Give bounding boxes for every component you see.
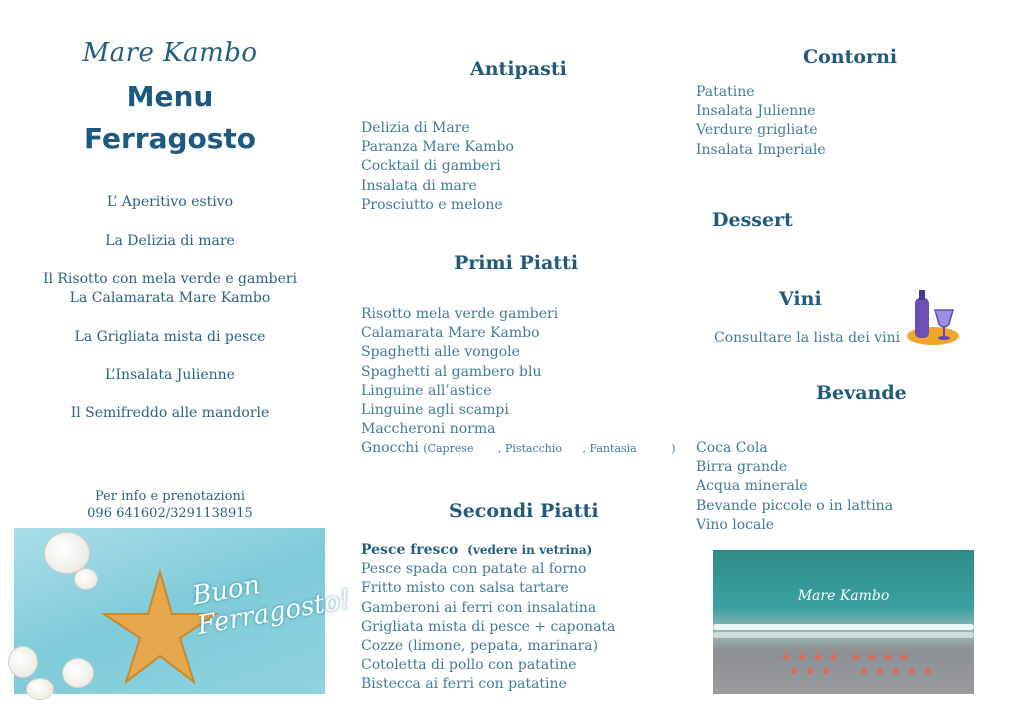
umbrella-icon [831,654,837,660]
list-item [361,439,675,458]
list-item: Fritto misto con salsa tartare [361,580,569,597]
contorni-list [696,83,826,160]
list-item: Grigliata mista di pesce + caponata [361,618,616,635]
brand-name: Mare Kambo [82,38,258,68]
course-item: L’ Aperitivo estivo [106,194,234,210]
umbrella-icon [799,654,805,660]
list-item: Spaghetti alle vongole [361,344,520,361]
umbrella-icon [807,668,813,674]
list-item: Paranza Mare Kambo [361,139,514,156]
umbrella-icon [791,668,797,674]
list-item: Pesce spada con patate al forno [361,561,587,578]
gnocchi-option: , Pistacchio [497,442,563,456]
primi-heading: Primi Piatti [454,252,579,274]
list-item: Risotto mela verde gamberi [361,306,559,322]
gnocchi-option: ) [671,442,676,456]
list-item: Vino locale [696,516,775,533]
list-item: Cotoletta di pollo con patatine [361,657,577,674]
gnocchi-option: , Fantasia [582,442,637,456]
primi-list [361,305,675,459]
vini-note: Consultare la lista dei vini [714,330,901,346]
secondi-heading: Secondi Piatti [449,500,599,522]
course-item: L’Insalata Julienne [105,367,235,383]
antipasti-list [361,119,514,215]
course-item: Il Semifreddo alle mandorle [70,405,270,421]
phone-number: 096 641602/3291138915 [87,506,253,521]
gnocchi-label: Gnocchi [361,440,419,457]
list-item: Insalata di mare [361,177,477,194]
ferragosto-greeting-image [14,528,353,694]
list-item: Maccheroni norma [361,421,496,438]
list-item: Birra grande [696,459,788,476]
list-item: Insalata Julienne [696,103,816,120]
umbrella-icon [823,668,829,674]
bevande-heading: Bevande [816,382,907,404]
course-item: La Calamarata Mare Kambo [69,290,271,306]
wine-bottle-glass-icon [905,288,961,348]
contorni-heading: Contorni [803,46,898,68]
greeting-text: Buon Ferragosto! [189,570,353,641]
pesce-fresco-note: (vedere in vetrina) [467,543,593,557]
umbrella-icon [783,654,789,660]
list-item [361,541,615,560]
umbrella-icon [853,654,859,660]
umbrella-icon [909,668,915,674]
wave [713,624,974,630]
aerial-beach-image [713,550,974,694]
list-item: Cozze (limone, pepata, marinara) [361,638,599,655]
umbrella-icon [815,654,821,660]
list-item: Linguine agli scampi [361,402,509,419]
course-item: Il Risotto con mela verde e gamberi [42,271,298,287]
list-item: Coca Cola [696,440,768,456]
seashell-icon [74,568,98,590]
antipasti-heading: Antipasti [470,58,567,80]
list-item: Calamarata Mare Kambo [361,325,540,342]
list-item: Acqua minerale [696,478,808,495]
umbrella-icon [885,654,891,660]
seashell-icon [62,658,94,688]
umbrella-icon [901,654,907,660]
list-item: Bevande piccole o in lattina [696,497,894,514]
info-label: Per info e prenotazioni [94,489,246,504]
secondi-list [361,541,615,695]
list-item: Gamberoni ai ferri con insalatina [361,599,597,616]
umbrella-icon [925,668,931,674]
bevande-list [696,439,893,535]
aerial-caption: Mare Kambo [797,588,890,604]
list-item: Cocktail di gamberi [361,158,501,175]
seashell-icon [26,678,54,700]
umbrella-icon [861,668,867,674]
list-item: Linguine all’astice [361,382,492,399]
umbrella-icon [877,668,883,674]
dessert-heading: Dessert [712,209,793,231]
course-item: La Grigliata mista di pesce [74,329,266,345]
list-item: Verdure grigliate [696,122,818,139]
umbrella-icon [869,654,875,660]
menu-subtitle: Ferragosto [83,122,257,155]
seashell-icon [8,646,38,678]
list-item: Bistecca ai ferri con patatine [361,676,567,693]
list-item: Prosciutto e melone [361,196,503,213]
list-item: Insalata Imperiale [696,141,826,158]
vini-heading: Vini [779,288,822,310]
list-item: Delizia di Mare [361,120,470,136]
menu-title: Menu [126,80,214,113]
wave [713,632,974,638]
umbrella-icon [893,668,899,674]
list-item: Spaghetti al gambero blu [361,363,542,380]
list-item: Patatine [696,84,755,100]
pesce-fresco-label: Pesce fresco [361,542,459,558]
gnocchi-option: (Caprese [423,442,474,456]
course-item: La Delizia di mare [105,233,235,249]
